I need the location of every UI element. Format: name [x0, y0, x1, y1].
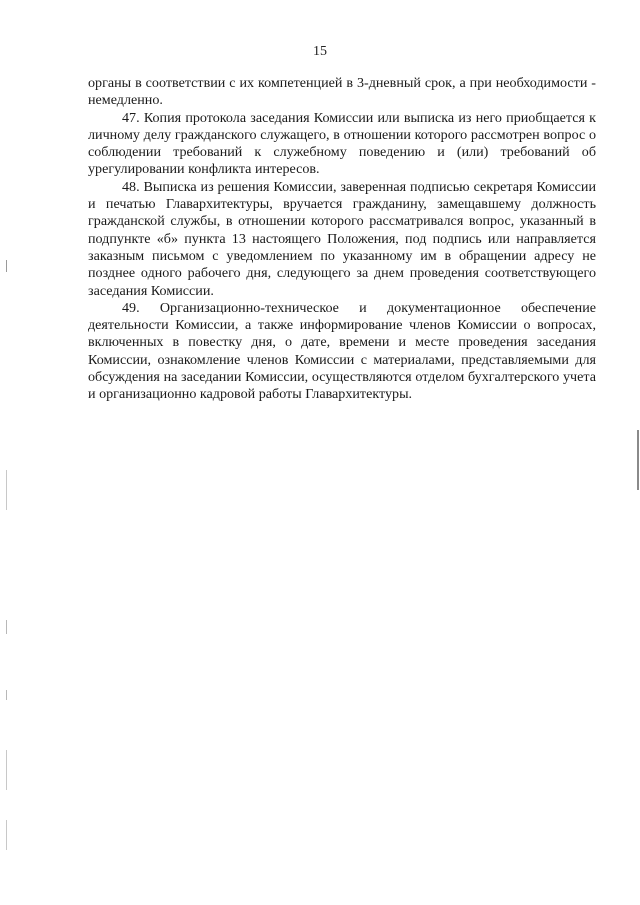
paragraph-48: 48. Выписка из решения Комиссии, заверенная подписью секретаря Комиссии и печатью Главархитектуры, вручается гражданину, замещавшему должность гражданской службы, в отношении которого рассматривался вопрос, указанный в подпункте «б» пункта 13 настоящего Положения, под подпись или направляется заказным письмом с уведомлением по указанному им в обращении адресу не позднее одного рабочего дня, следующего за днем проведения соответствующего заседания Комиссии.	[88, 178, 596, 299]
scan-edge-mark	[637, 430, 639, 490]
document-body	[88, 75, 596, 404]
scan-edge-mark	[6, 690, 7, 700]
page-number: 15	[313, 44, 327, 59]
scan-edge-mark	[6, 750, 7, 790]
paragraph-49: 49. Организационно-техническое и документационное обеспечение деятельности Комиссии, а также информирование членов Комиссии о вопросах, включенных в повестку дня, о дате, времени и месте проведения заседания Комиссии, ознакомление членов Комиссии с материалами, представляемыми для обсуждения на заседании Комиссии, осуществляются отделом бухгалтерского учета и организационно кадровой работы Главархитектуры.	[88, 299, 596, 403]
scan-edge-mark	[6, 470, 7, 510]
scan-edge-mark	[6, 620, 7, 634]
paragraph-47: 47. Копия протокола заседания Комиссии или выписка из него приобщается к личному делу гражданского служащего, в отношении которого рассмотрен вопрос о соблюдении требований к служебному поведению и (или) требований об урегулировании конфликта интересов.	[88, 109, 596, 178]
scan-edge-mark	[6, 820, 7, 850]
paragraph-continuation: органы в соответствии с их компетенцией в 3-дневный срок, а при необходимости - немедленно.	[88, 75, 596, 109]
scan-edge-mark	[6, 260, 7, 272]
